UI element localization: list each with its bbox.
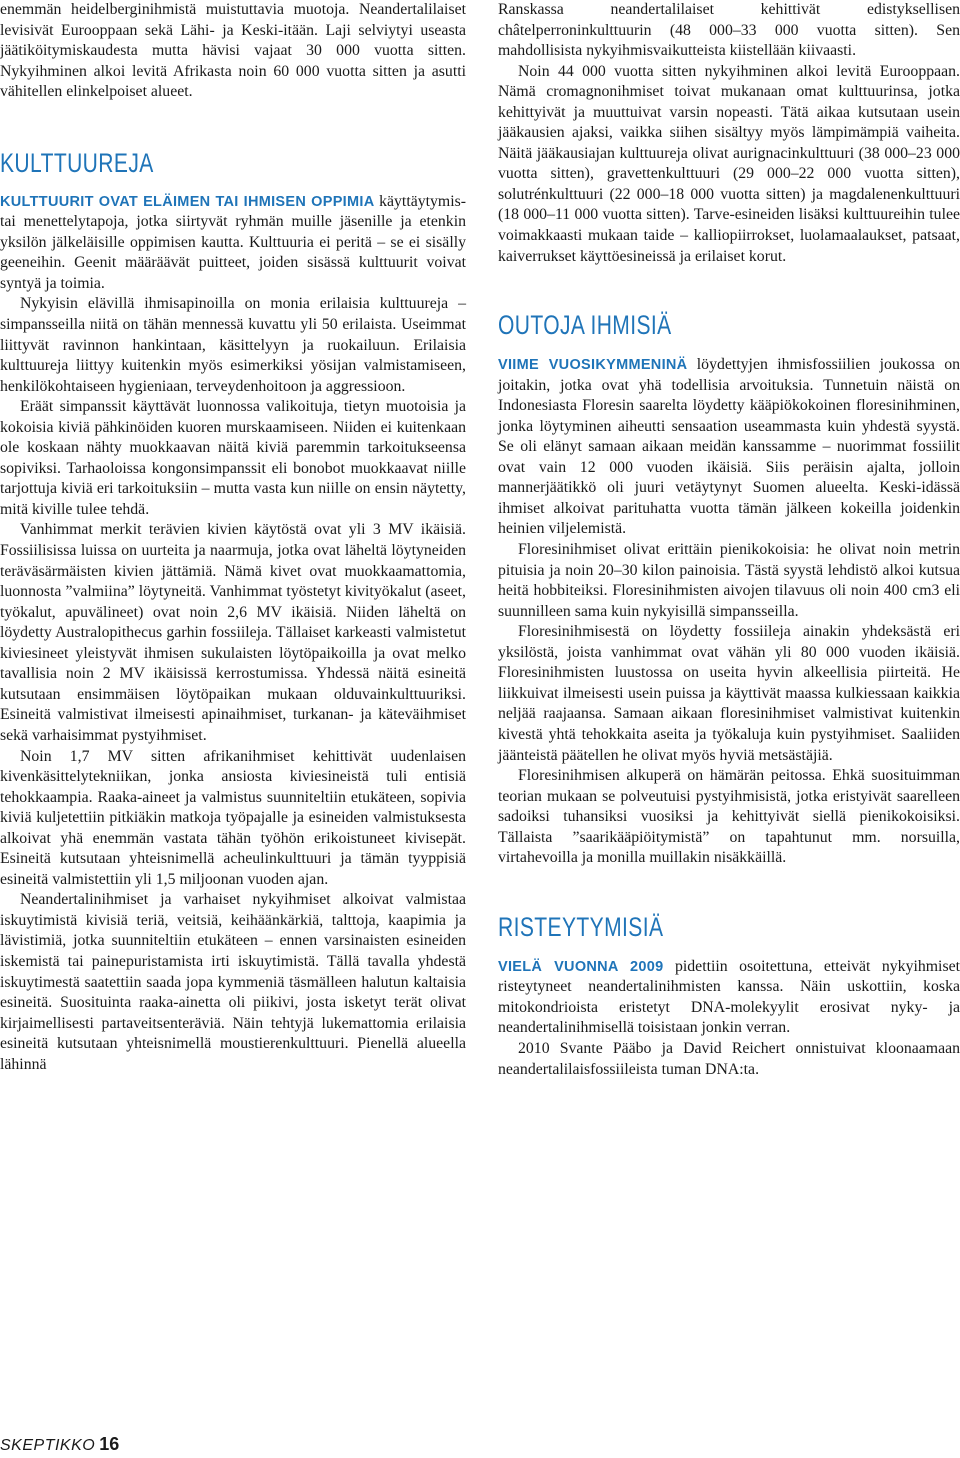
heading-kulttuureja: KULTTUUREJA xyxy=(0,147,154,178)
paragraph: Nykyisin elävillä ihmisapinoilla on monia erilaisia kulttuureja – simpansseilla niitä on tähän mennessä kuvattu yli 50 erilaista. Useimmat liittyvät ravinnon hankintaan, käsittelyyn ja ruokailuun. Erilaisia kulttuureja liittyy kuitenkin myös esimerkiksi yösijan valmistamiseen, henkilökohtaiseen hygieniaan, terveydenhoitoon ja aggressioon. xyxy=(0,295,466,395)
heading-risteytymisia: RISTEYTYMISIÄ xyxy=(498,911,664,942)
page-footer xyxy=(0,1434,119,1458)
paragraph: Vanhimmat merkit terävien kivien käytöstä ovat yli 3 MV ikäisiä. Fossiilisissa luissa on uurteita ja naarmuja, jotka ovat läheltä löytyneiden teräväsärmäisten kivien jättämiä. Nämä kivet ovat muokkaamattomia, luonnosta ”valmiina” löytyneitä. Vanhimmat työstetyt kivityökalut (aseet, työkalut, apuvälineet) ovat noin 2,6 MV ikäisiä. Niiden läheltä on löydetty Australopithecus garhin fossiileja. Tällaiset karkeasti valmistetut kiviesineet yleistyvät ihmisen sukulaisten löytöpaikoilla ja ovat melko tavallisia noin 2 MV ikäisissä kerrostumissa. Yhdessä näitä esineitä kutsutaan ensimmäisen löytöpaikan mukaan olduvainkulttuuriksi. Esineitä valmistivat ilmeisesti apinaihmiset, turkanan- ja käteväihmiset sekä varhaisimmat pystyihmiset. xyxy=(0,521,466,744)
page-number: 16 xyxy=(99,1434,120,1454)
lead-text: käyttäytymis- tai menettelytapoja, jotka siirtyvät ryhmän muille jäsenille ja etenkin yksilön jälkeläisille oppimisen kautta. Kulttuuria ei peritä – se ei sisälly geeneihin. Geenit määräävät puitteet, joiden sisässä kulttuurit voivat syntyä ja toimia. xyxy=(0,192,466,292)
paragraph: Neandertalinihmiset ja varhaiset nykyihmiset alkoivat valmistaa iskuytimistä kivisiä teriä, veitsiä, keihäänkärkiä, talttoja, kaapimia ja lävistimiä, jotka suunniteltiin etukäteen – ennen varsinaisten esineiden iskemistä tai painepuristamista irti iskuytimistä. Tällä tavalla yhdestä iskuytimestä saatettiin saada jopa kymmeniä täsmälleen halutun kaltaisia esineitä. Suosituinta raaka-ainetta oli piikivi, josta isketyt terät olivat kirjaimellisesti partaveitsenteräviä. Näin tehtyjä lukemattomia erilaisia esineitä kutsutaan yhteisnimellä moustierenkulttuuri. Pienellä alueella lähinnä xyxy=(0,891,466,1073)
risteytymisia-lead-paragraph xyxy=(498,957,960,1039)
paragraph: Noin 1,7 MV sitten afrikanihmiset kehittivät uudenlaisen kivenkäsittelytekniikan, jonka ansiosta kiviesineistä tuli entisiä tehokkaampia. Raaka-aineet ja valmistus suunniteltiin etukäteen, sopivia kiviä kuljetettiin pitkiäkin matkoja työpajalle ja esineiden valmistuksesta alkoivat yhä enemmän vastata tähän työhön erikoistuneet kivisepät. Esineitä kutsutaan yhteisnimellä acheulinkulttuuri ja tämän tyyppisiä esineitä valmistettiin yli 1,5 miljoonan vuoden ajan. xyxy=(0,747,466,888)
magazine-name: SKEPTIKKO xyxy=(0,1437,96,1454)
lead-caps: VIELÄ VUONNA 2009 xyxy=(498,958,664,975)
outoja-lead-paragraph xyxy=(498,355,960,540)
lead-text: löydettyjen ihmisfossiilien joukossa on joitakin, jotka ovat yhä todellisia arvoituksia. Tunnetuin näistä on Indonesiasta Floresin saarelta löydetty kääpiökokoinen floresinihminen, jonka löytyminen aiheutti sensaation useammasta kuin yhdestä syystä. Se oli elänyt samaan aikaan meidän kanssamme – nuorimmat fossiilit ovat vain 12 000 vuoden ikäisiä. Siis peräisin ajalta, jolloin mannerjäätikkö oli juuri vetäytynyt Suomen alueelta. Keski-idässä ihmiset alkoivat parituhatta vuotta tämän jälkeen kokeilla joidenkin heinien viljelemistä. xyxy=(498,356,960,538)
paragraph: Eräät simpanssit käyttävät luonnossa valikoituja, tietyn muotoisia ja kokoisia kiviä pähkinöiden kuoren murskaamiseen. Niiden ei kuitenkaan ole koskaan nähty muokkaavan näitä kiviä paremmin tarkoitukseensa sopiviksi. Tarhaoloissa kongonsimpanssit eli bonobot muokkaavat niille tarjottuja kiviä eri tarkoituksiin – mutta vasta kun niille on ensin näytetty, mitä kiville tulee tehdä. xyxy=(0,398,466,518)
lead-text: pidettiin osoitettuna, etteivät nykyihmiset risteytyneet neandertalinihmisten kanssa. Näin uskottiin, koska mitokondrioista eristetyt DNA-molekyylit erosivat nyky- ja neandertalinihmisellä toisistaan jonkin verran. xyxy=(498,957,960,1037)
intro-paragraph: Ranskassa neandertalilaiset kehittivät edistyksellisen châtelperroninkulttuurin (48 000–33 000 vuotta sitten). Sen mahdollisista nykyihmisvaikutteista kiistellään kiivaasti. xyxy=(498,1,960,60)
paragraph: Floresinihmisen alkuperä on hämärän peitossa. Ehkä suosituimman teorian mukaan se polveutuisi pystyihmisistä, jotka eristyivät saarelleen sadoiksi tuhansiksi vuosiksi ja kehittyivät siellä pienikokoisiksi. Tällaista ”saarikääpiöitymistä” on tapahtunut mm. norsuilla, virtahevoilla ja monilla muillakin nisäkkäillä. xyxy=(498,767,960,867)
kulttuureja-lead-paragraph xyxy=(0,192,466,295)
lead-caps: KULTTUURIT OVAT ELÄIMEN TAI IHMISEN OPPIMIA xyxy=(0,193,375,210)
intro-paragraph: enemmän heidelberginihmistä muistuttavia muotoja. Neandertalilaiset levisivät Eurooppaan sekä Lähi- ja Keski-itään. Laji selviytyi useasta jäätiköitymiskaudesta mutta hävisi vajaat 30 000 vuotta sitten. Nykyihminen alkoi levitä Afrikasta noin 60 000 vuotta sitten ja asutti vähitellen elinkelpoiset alueet. xyxy=(0,1,466,101)
lead-caps: VIIME VUOSIKYMMENINÄ xyxy=(498,357,688,374)
right-column xyxy=(498,0,960,1080)
heading-outoja-ihmisia: OUTOJA IHMISIÄ xyxy=(498,310,672,341)
left-column xyxy=(0,0,466,1075)
paragraph: 2010 Svante Pääbo ja David Reichert onnistuivat kloonaamaan neandertalilaisfossiileista tuman DNA:ta. xyxy=(498,1039,960,1078)
paragraph: Floresinihmisestä on löydetty fossiileja ainakin yhdeksästä eri yksilöstä, joista vanhimmat ovat vähän yli 80 000 vuoden ikäisiä. Floresinihmisten luustossa on useita hyvin alkeellisia piirteitä. He liikkuivat ilmeisesti usein puissa ja käyttivät maassa kulkiessaan kaikkia neljää raajaansa. Samaan aikaan floresinihmiset valmistivat kuitenkin kivestä yhtä tehokkaita aseita ja työkaluja kuin pystyihmiset. Saaliiden jäänteistä päätellen he olivat myös hyviä metsästäjiä. xyxy=(498,623,960,764)
paragraph: Floresinihmiset olivat erittäin pienikokoisia: he olivat noin metrin pituisia ja noin 20–30 kilon painoisia. Tästä syystä lehdistö alkoi kutsua heitä hobbiteiksi. Floresinihmisten aivojen tilavuus oli noin 400 cm3 eli suunnilleen sama kuin nykyisillä simpansseilla. xyxy=(498,541,960,620)
paragraph: Noin 44 000 vuotta sitten nykyihminen alkoi levitä Eurooppaan. Nämä cromagnonihmiset toivat mukanaan omat kulttuurinsa, jotka kehittyivät ja muuttuivat varsin nopeasti. Tätä aikaa kutsutaan usein jääkausien ajaksi, vaikka siihen sisältyy myös lämpimämpiä vaiheita. Näitä jääkausiajan kulttuureja olivat aurignacinkulttuuri (38 000–23 000 vuotta sitten), gravettenkulttuuri (29 000–22 000 vuotta sitten), solutrénkulttuuri (22 000–18 000 vuotta sitten) ja magdalenenkulttuuri (18 000–11 000 vuotta sitten). Tarve-esineiden lisäksi kulttuureihin tulee voimakkaasti mukaan taide – kalliopiirrokset, luolamaalaukset, patsaat, kaiverrukset käyttöesineissä ja erilaiset korut. xyxy=(498,62,960,265)
